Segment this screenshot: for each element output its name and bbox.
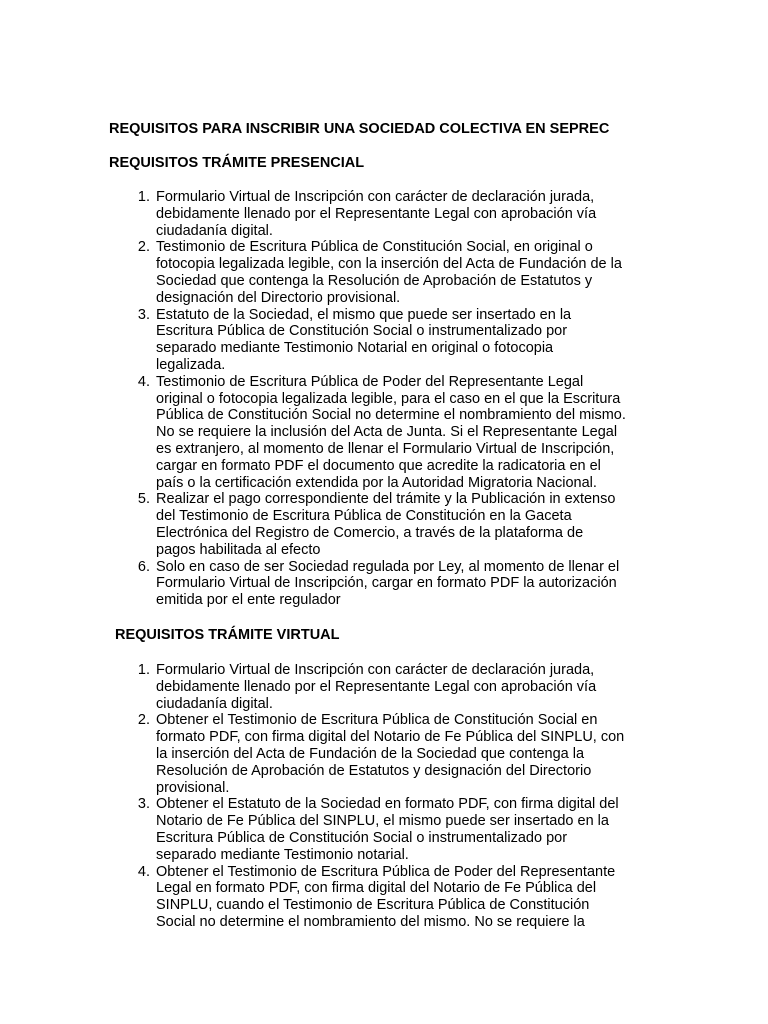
requirement-text-line: separado mediante Testimonio Notarial en original o fotocopia <box>156 340 554 357</box>
requirement-text-line: debidamente llenado por el Representante Legal con aprobación vía <box>156 678 597 695</box>
requirement-text-line: Legal en formato PDF, con firma digital del Notario de Fe Pública del <box>156 880 597 897</box>
requirement-text-line: la inserción del Acta de Fundación de la Sociedad que contenga la <box>156 745 585 762</box>
requirement-text-line: pagos habilitada al efecto <box>156 541 321 558</box>
document-title: REQUISITOS PARA INSCRIBIR UNA SOCIEDAD COLECTIVA EN SEPREC <box>109 121 610 137</box>
requirement-text-line: Sociedad que contenga la Resolución de Aprobación de Estatutos y <box>156 272 593 289</box>
requirement-text-line: fotocopia legalizada legible, con la inserción del Acta de Fundación de la <box>156 256 622 273</box>
requirement-text <box>156 712 670 796</box>
requirement-item <box>130 239 670 306</box>
requirement-number: 5. <box>137 491 150 508</box>
requirements-list-presencial <box>130 189 670 609</box>
section-heading-virtual: REQUISITOS TRÁMITE VIRTUAL <box>115 627 340 643</box>
requirement-text <box>156 864 670 931</box>
requirement-text <box>156 307 670 374</box>
requirement-text-line: Escritura Pública de Constitución Social o instrumentalizado por <box>156 323 568 340</box>
requirement-text-line: es extranjero, al momento de llenar el Formulario Virtual de Inscripción, <box>156 440 615 457</box>
requirement-text-line: No se requiere la inclusión del Acta de Junta. Si el Representante Legal <box>156 424 618 441</box>
requirement-text-line: Pública de Constitución Social no determine el nombramiento del mismo. <box>156 407 626 424</box>
requirement-text-line: Obtener el Estatuto de la Sociedad en formato PDF, con firma digital del <box>156 796 619 813</box>
requirement-text-line: Escritura Pública de Constitución Social o instrumentalizado por <box>156 829 568 846</box>
requirement-text <box>156 239 670 306</box>
requirement-text-line: del Testimonio de Escritura Pública de Constitución en la Gaceta <box>156 508 572 525</box>
requirement-item <box>130 307 670 374</box>
section-heading-presencial: REQUISITOS TRÁMITE PRESENCIAL <box>109 155 365 171</box>
requirement-item <box>130 796 670 863</box>
requirement-item <box>130 374 670 492</box>
requirement-number: 1. <box>137 189 150 205</box>
requirement-item <box>130 491 670 558</box>
requirement-text <box>156 662 670 712</box>
requirement-number: 4. <box>137 863 150 880</box>
requirement-number: 1. <box>137 662 150 678</box>
requirement-text-line: Testimonio de Escritura Pública de Poder del Representante Legal <box>156 373 584 390</box>
requirement-text-line: original o fotocopia legalizada legible, para el caso en el que la Escritura <box>156 390 621 407</box>
requirement-item <box>130 864 670 931</box>
requirement-text <box>156 796 670 863</box>
requirement-text-line: debidamente llenado por el Representante Legal con aprobación vía <box>156 205 597 222</box>
requirement-text <box>156 491 670 558</box>
requirement-text-line: formato PDF, con firma digital del Notario de Fe Pública del SINPLU, con <box>156 729 625 746</box>
requirement-text-line: Notario de Fe Pública del SINPLU, el mismo puede ser insertado en la <box>156 813 609 830</box>
requirements-list-virtual <box>130 662 670 931</box>
requirement-number: 2. <box>137 712 150 729</box>
requirement-text-line: Obtener el Testimonio de Escritura Pública de Poder del Representante <box>156 863 616 880</box>
requirement-text-line: Formulario Virtual de Inscripción con carácter de declaración jurada, <box>156 189 595 205</box>
requirement-text-line: Realizar el pago correspondiente del trámite y la Publicación in extenso <box>156 491 616 508</box>
requirement-item <box>130 189 670 239</box>
requirement-text-line: designación del Directorio provisional. <box>156 289 401 306</box>
requirement-text-line: Social no determine el nombramiento del mismo. No se requiere la <box>156 913 585 930</box>
requirement-number: 2. <box>137 239 150 256</box>
requirement-item <box>130 559 670 609</box>
requirement-number: 6. <box>137 558 150 575</box>
requirement-text-line: provisional. <box>156 779 230 796</box>
requirement-text <box>156 559 670 609</box>
requirement-text-line: Formulario Virtual de Inscripción, cargar en formato PDF la autorización <box>156 575 617 592</box>
requirement-number: 4. <box>137 373 150 390</box>
requirement-text-line: Testimonio de Escritura Pública de Constitución Social, en original o <box>156 239 593 256</box>
requirement-text-line: Electrónica del Registro de Comercio, a través de la plataforma de <box>156 524 584 541</box>
requirement-text-line: legalizada. <box>156 356 226 373</box>
requirement-number: 3. <box>137 796 150 813</box>
requirement-text-line: SINPLU, cuando el Testimonio de Escritura Pública de Constitución <box>156 897 590 914</box>
requirement-number: 3. <box>137 306 150 323</box>
requirement-text <box>156 189 670 239</box>
requirement-text-line: país o la certificación extendida por la Autoridad Migratoria Nacional. <box>156 474 597 491</box>
requirement-text <box>156 374 670 492</box>
requirement-text-line: Estatuto de la Sociedad, el mismo que puede ser insertado en la <box>156 306 572 323</box>
requirement-text-line: emitida por el ente regulador <box>156 592 341 609</box>
requirement-text-line: cargar en formato PDF el documento que acredite la radicatoria en el <box>156 457 601 474</box>
requirement-text-line: ciudadanía digital. <box>156 695 273 712</box>
requirement-text-line: separado mediante Testimonio notarial. <box>156 846 409 863</box>
requirement-item <box>130 712 670 796</box>
requirement-item <box>130 662 670 712</box>
requirement-text-line: Obtener el Testimonio de Escritura Pública de Constitución Social en <box>156 712 598 729</box>
requirement-text-line: Resolución de Aprobación de Estatutos y designación del Directorio <box>156 762 592 779</box>
requirement-text-line: ciudadanía digital. <box>156 222 273 239</box>
requirement-text-line: Solo en caso de ser Sociedad regulada por Ley, al momento de llenar el <box>156 558 620 575</box>
requirement-text-line: Formulario Virtual de Inscripción con carácter de declaración jurada, <box>156 662 595 678</box>
